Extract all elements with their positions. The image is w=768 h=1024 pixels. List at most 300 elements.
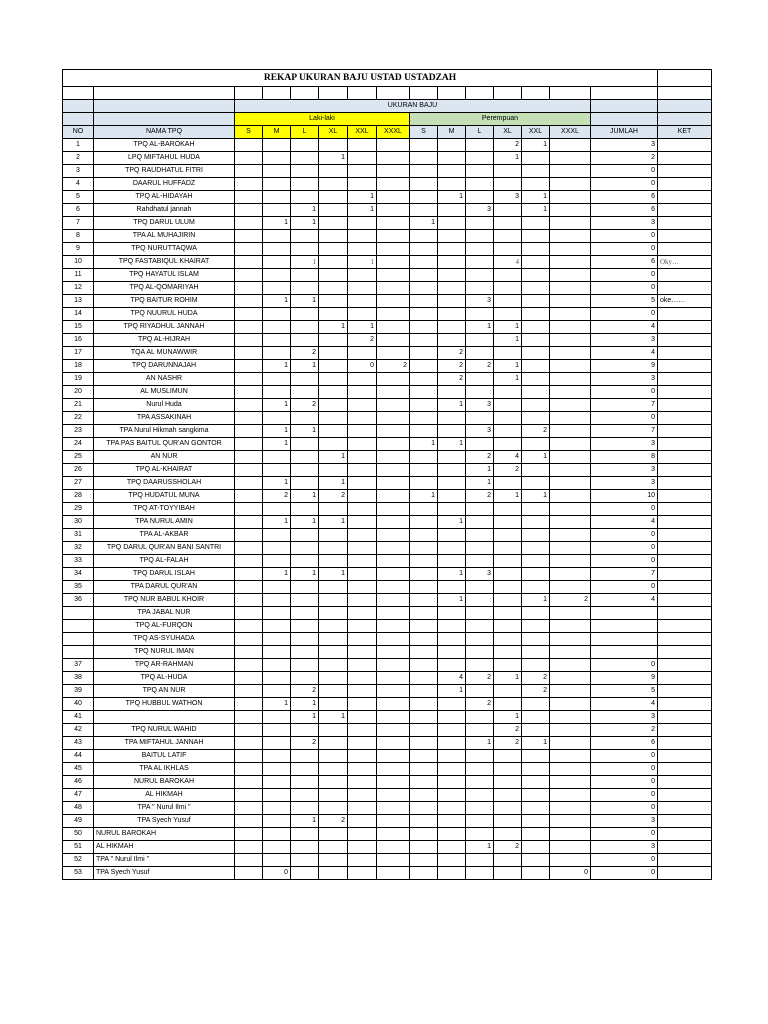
female-size-count: 1 (438, 190, 466, 203)
female-size-count (438, 502, 466, 515)
table-row (63, 541, 712, 554)
male-size-count (377, 645, 410, 658)
jumlah-total: 7 (591, 424, 658, 437)
table-row (63, 216, 712, 229)
female-size-count (494, 645, 522, 658)
female-size-count (410, 593, 438, 606)
ket-note (658, 268, 712, 281)
header-size-f-l: L (466, 125, 494, 138)
male-size-count: 2 (291, 398, 319, 411)
row-number: 8 (63, 229, 94, 242)
female-size-count (438, 489, 466, 502)
female-size-count: 2 (522, 684, 550, 697)
female-size-count (410, 775, 438, 788)
female-size-count (494, 346, 522, 359)
female-size-count: 1 (438, 398, 466, 411)
female-size-count (410, 203, 438, 216)
female-size-count (438, 645, 466, 658)
male-size-count (291, 788, 319, 801)
male-size-count (291, 827, 319, 840)
female-size-count (550, 385, 591, 398)
male-size-count (263, 411, 291, 424)
male-size-count: 1 (348, 320, 377, 333)
male-size-count (348, 242, 377, 255)
female-size-count (438, 827, 466, 840)
tpq-name: TPQ NURUTTAQWA (94, 242, 235, 255)
male-size-count (348, 593, 377, 606)
tpq-name: TPQ DARUNNAJAH (94, 359, 235, 372)
row-number: 12 (63, 281, 94, 294)
female-size-count: 1 (494, 333, 522, 346)
male-size-count: 1 (291, 489, 319, 502)
ket-note (658, 567, 712, 580)
male-size-count (377, 372, 410, 385)
male-size-count (235, 710, 263, 723)
ket-note (658, 697, 712, 710)
female-size-count (438, 203, 466, 216)
jumlah-total: 0 (591, 164, 658, 177)
ket-note (658, 281, 712, 294)
male-size-count (291, 320, 319, 333)
male-size-count (263, 541, 291, 554)
male-size-count (377, 814, 410, 827)
row-number: 21 (63, 398, 94, 411)
male-size-count (319, 749, 348, 762)
male-size-count (377, 580, 410, 593)
row-number: 4 (63, 177, 94, 190)
row-number: 24 (63, 437, 94, 450)
male-size-count (319, 632, 348, 645)
female-size-count (410, 307, 438, 320)
female-size-count (522, 398, 550, 411)
table-row (63, 164, 712, 177)
female-size-count (550, 515, 591, 528)
female-size-count (410, 671, 438, 684)
table-row (63, 762, 712, 775)
female-size-count (522, 658, 550, 671)
male-size-count (291, 645, 319, 658)
female-size-count (550, 398, 591, 411)
male-size-count (377, 346, 410, 359)
header-size-f-s: S (410, 125, 438, 138)
male-size-count: 1 (263, 567, 291, 580)
male-size-count (319, 619, 348, 632)
female-size-count (550, 567, 591, 580)
male-size-count (263, 645, 291, 658)
jumlah-total: 0 (591, 177, 658, 190)
female-size-count: 1 (494, 489, 522, 502)
jumlah-total: 10 (591, 489, 658, 502)
female-size-count (550, 658, 591, 671)
male-size-count (348, 281, 377, 294)
female-size-count (466, 502, 494, 515)
female-size-count (466, 723, 494, 736)
female-size-count: 2 (466, 697, 494, 710)
jumlah-total: 5 (591, 294, 658, 307)
male-size-count (319, 229, 348, 242)
female-size-count (522, 294, 550, 307)
female-size-count (466, 372, 494, 385)
female-size-count (522, 619, 550, 632)
female-size-count (550, 242, 591, 255)
table-row (63, 697, 712, 710)
ket-note (658, 229, 712, 242)
male-size-count: 1 (319, 450, 348, 463)
female-size-count (550, 788, 591, 801)
female-size-count: 1 (466, 736, 494, 749)
male-size-count: 1 (319, 515, 348, 528)
male-size-count (348, 450, 377, 463)
female-size-count (522, 697, 550, 710)
female-size-count (494, 658, 522, 671)
female-size-count (410, 567, 438, 580)
ket-note (658, 476, 712, 489)
tpq-name: TPQ NUR BABUL KHOIR (94, 593, 235, 606)
male-size-count (263, 554, 291, 567)
male-size-count (377, 333, 410, 346)
header-size-f-xl: XL (494, 125, 522, 138)
table-row (63, 372, 712, 385)
row-number: 14 (63, 307, 94, 320)
female-size-count (466, 229, 494, 242)
table-row (63, 515, 712, 528)
male-size-count: 2 (319, 489, 348, 502)
female-size-count: 2 (438, 372, 466, 385)
female-size-count (410, 346, 438, 359)
female-size-count (522, 775, 550, 788)
female-size-count (494, 437, 522, 450)
male-size-count (319, 697, 348, 710)
female-size-count (550, 450, 591, 463)
female-size-count (550, 580, 591, 593)
male-size-count (235, 216, 263, 229)
female-size-count (550, 424, 591, 437)
male-size-count (235, 255, 263, 268)
male-size-count: 1 (263, 476, 291, 489)
male-size-count (319, 762, 348, 775)
male-size-count: 1 (291, 294, 319, 307)
ket-note (658, 528, 712, 541)
male-size-count (291, 775, 319, 788)
male-size-count (319, 606, 348, 619)
female-size-count (438, 853, 466, 866)
male-size-count (235, 593, 263, 606)
male-size-count (263, 268, 291, 281)
male-size-count (319, 853, 348, 866)
female-size-count (438, 177, 466, 190)
female-size-count: 2 (494, 138, 522, 151)
jumlah-total: 0 (591, 827, 658, 840)
male-size-count: 1 (263, 697, 291, 710)
male-size-count (291, 476, 319, 489)
jumlah-total: 0 (591, 541, 658, 554)
ket-note (658, 489, 712, 502)
male-size-count (377, 567, 410, 580)
female-size-count (410, 853, 438, 866)
male-size-count: 1 (263, 216, 291, 229)
female-size-count (410, 827, 438, 840)
male-size-count (235, 333, 263, 346)
ket-note (658, 723, 712, 736)
male-size-count (235, 164, 263, 177)
header-size-m-l: L (291, 125, 319, 138)
tpq-name: AN NASHR (94, 372, 235, 385)
ket-note (658, 801, 712, 814)
jumlah-total: 3 (591, 216, 658, 229)
row-number: 7 (63, 216, 94, 229)
female-size-count (494, 619, 522, 632)
female-size-count (410, 242, 438, 255)
male-size-count (377, 762, 410, 775)
table-row (63, 671, 712, 684)
male-size-count (263, 788, 291, 801)
female-size-count: 1 (494, 320, 522, 333)
female-size-count (410, 359, 438, 372)
ket-note (658, 619, 712, 632)
ket-note (658, 580, 712, 593)
male-size-count (377, 424, 410, 437)
female-size-count (410, 138, 438, 151)
male-size-count (291, 411, 319, 424)
female-size-count (522, 801, 550, 814)
jumlah-total: 6 (591, 255, 658, 268)
tpq-name: DAARUL HUFFADZ (94, 177, 235, 190)
table-row (63, 528, 712, 541)
male-size-count (348, 736, 377, 749)
female-size-count (494, 749, 522, 762)
female-size-count: 3 (466, 203, 494, 216)
jumlah-total: 0 (591, 281, 658, 294)
jumlah-total: 2 (591, 723, 658, 736)
male-size-count (319, 385, 348, 398)
jumlah-total: 0 (591, 229, 658, 242)
female-size-count (466, 242, 494, 255)
tpq-name: NURUL BAROKAH (94, 827, 235, 840)
ket-note (658, 411, 712, 424)
jumlah-total: 0 (591, 307, 658, 320)
female-size-count (410, 515, 438, 528)
tpq-name: TPQ AL-QOMARIYAH (94, 281, 235, 294)
male-size-count: 1 (291, 697, 319, 710)
jumlah-total (591, 606, 658, 619)
female-size-count (410, 788, 438, 801)
male-size-count (263, 671, 291, 684)
male-size-count (235, 411, 263, 424)
female-size-count (410, 736, 438, 749)
table-row (63, 749, 712, 762)
male-size-count (348, 268, 377, 281)
female-size-count (438, 463, 466, 476)
tpq-name: Nurul Huda (94, 398, 235, 411)
male-size-count (319, 788, 348, 801)
female-size-count (410, 619, 438, 632)
header-size-m-s: S (235, 125, 263, 138)
male-size-count (263, 463, 291, 476)
female-size-count (466, 684, 494, 697)
row-number: 17 (63, 346, 94, 359)
male-size-count (291, 541, 319, 554)
female-size-count (438, 723, 466, 736)
female-size-count (410, 463, 438, 476)
female-size-count: 3 (494, 190, 522, 203)
jumlah-total: 0 (591, 762, 658, 775)
male-size-count (319, 554, 348, 567)
female-size-count (466, 749, 494, 762)
row-number: 3 (63, 164, 94, 177)
male-size-count (377, 710, 410, 723)
male-size-count (377, 203, 410, 216)
male-size-count (319, 645, 348, 658)
row-number: 30 (63, 515, 94, 528)
table-row (63, 398, 712, 411)
female-size-count (550, 710, 591, 723)
female-size-count: 4 (494, 255, 522, 268)
male-size-count (263, 528, 291, 541)
male-size-count (319, 177, 348, 190)
male-size-count: 1 (263, 437, 291, 450)
female-size-count (438, 788, 466, 801)
female-size-count: 1 (522, 489, 550, 502)
female-size-count (494, 281, 522, 294)
row-number: 20 (63, 385, 94, 398)
row-number: 35 (63, 580, 94, 593)
female-size-count (466, 437, 494, 450)
row-number (63, 619, 94, 632)
female-size-count (550, 723, 591, 736)
male-size-count (235, 723, 263, 736)
female-size-count: 2 (466, 489, 494, 502)
male-size-count (377, 541, 410, 554)
row-number: 19 (63, 372, 94, 385)
rekap-table (62, 69, 712, 880)
row-number (63, 645, 94, 658)
female-size-count (438, 216, 466, 229)
female-size-count (466, 632, 494, 645)
female-size-count (550, 307, 591, 320)
row-number: 27 (63, 476, 94, 489)
female-size-count (494, 424, 522, 437)
male-size-count (319, 359, 348, 372)
male-size-count (235, 476, 263, 489)
female-size-count (522, 788, 550, 801)
male-size-count (348, 749, 377, 762)
male-size-count (377, 697, 410, 710)
female-size-count (550, 203, 591, 216)
ket-note (658, 554, 712, 567)
jumlah-total (591, 645, 658, 658)
row-number: 38 (63, 671, 94, 684)
jumlah-total: 3 (591, 138, 658, 151)
male-size-count (377, 489, 410, 502)
female-size-count (494, 697, 522, 710)
male-size-count: 1 (263, 515, 291, 528)
male-size-count (377, 385, 410, 398)
male-size-count (291, 385, 319, 398)
male-size-count (348, 515, 377, 528)
male-size-count: 1 (263, 359, 291, 372)
female-size-count (410, 411, 438, 424)
female-size-count: 1 (522, 736, 550, 749)
male-size-count (319, 138, 348, 151)
header-size-m-xxl: XXL (348, 125, 377, 138)
female-size-count (410, 554, 438, 567)
female-size-count (550, 268, 591, 281)
female-size-count (466, 138, 494, 151)
female-size-count (466, 710, 494, 723)
male-size-count (263, 593, 291, 606)
female-size-count: 1 (494, 710, 522, 723)
male-size-count (377, 411, 410, 424)
male-size-count (291, 190, 319, 203)
female-size-count (410, 502, 438, 515)
female-size-count (550, 463, 591, 476)
male-size-count (235, 294, 263, 307)
row-number: 25 (63, 450, 94, 463)
row-number: 41 (63, 710, 94, 723)
female-size-count (410, 177, 438, 190)
male-size-count (263, 775, 291, 788)
table-row (63, 606, 712, 619)
row-number (63, 606, 94, 619)
male-size-count: 1 (291, 203, 319, 216)
jumlah-total: 0 (591, 580, 658, 593)
male-size-count: 1 (291, 814, 319, 827)
jumlah-total: 0 (591, 866, 658, 879)
header-size-f-m: M (438, 125, 466, 138)
male-size-count (377, 450, 410, 463)
male-size-count (235, 190, 263, 203)
male-size-count (235, 437, 263, 450)
table-row (63, 827, 712, 840)
male-size-count (263, 502, 291, 515)
male-size-count (263, 801, 291, 814)
female-size-count (522, 541, 550, 554)
male-size-count (348, 177, 377, 190)
male-size-count (263, 450, 291, 463)
female-size-count (438, 710, 466, 723)
ket-note (658, 372, 712, 385)
male-size-count (235, 138, 263, 151)
tpq-name: TPA Nurul Hikmah sangkima (94, 424, 235, 437)
male-size-count (377, 229, 410, 242)
female-size-count (466, 541, 494, 554)
female-size-count (466, 385, 494, 398)
male-size-count (291, 528, 319, 541)
male-size-count (348, 710, 377, 723)
male-size-count (235, 788, 263, 801)
male-size-count (377, 268, 410, 281)
male-size-count (348, 606, 377, 619)
female-size-count (410, 645, 438, 658)
female-size-count (466, 788, 494, 801)
male-size-count (235, 580, 263, 593)
ket-note (658, 177, 712, 190)
row-number: 47 (63, 788, 94, 801)
ket-note (658, 138, 712, 151)
row-number: 2 (63, 151, 94, 164)
table-row (63, 775, 712, 788)
female-size-count: 1 (438, 593, 466, 606)
male-size-count (377, 736, 410, 749)
jumlah-total: 0 (591, 801, 658, 814)
male-size-count (377, 593, 410, 606)
female-size-count (466, 307, 494, 320)
row-number: 28 (63, 489, 94, 502)
tpq-name: TPQ AL-FALAH (94, 554, 235, 567)
ket-note (658, 632, 712, 645)
female-size-count (550, 294, 591, 307)
tpq-name: TPA NURUL AMIN (94, 515, 235, 528)
